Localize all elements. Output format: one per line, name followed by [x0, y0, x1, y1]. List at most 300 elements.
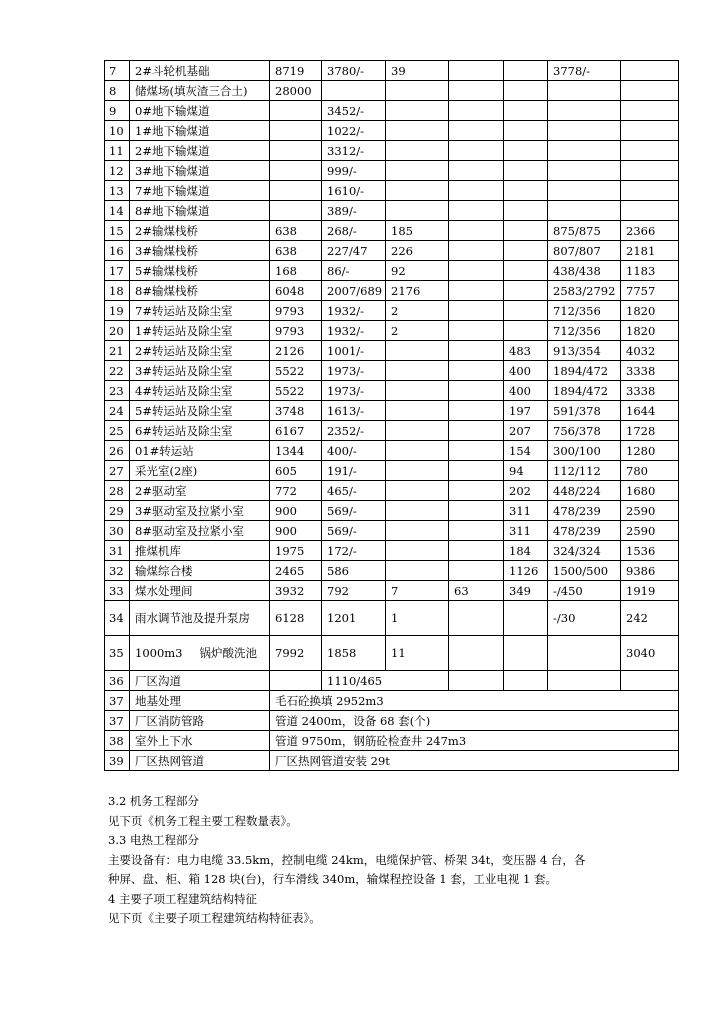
row-number: 7 — [105, 61, 130, 81]
table-row — [105, 461, 679, 481]
row-cell-c9: 1680 — [621, 481, 679, 501]
row-cell-c8: 438/438 — [548, 261, 621, 281]
row-cell-c9 — [621, 671, 679, 691]
row-cell-c7: 1126 — [504, 561, 548, 581]
row-cell-c6 — [449, 61, 504, 81]
row-cell-c8: 112/112 — [548, 461, 621, 481]
row-item-name: 煤水处理间 — [130, 581, 270, 601]
row-cell-c6 — [449, 241, 504, 261]
row-cell-c9: 1644 — [621, 401, 679, 421]
row-cell-c3: 3932 — [270, 581, 322, 601]
row-cell-c8 — [548, 201, 621, 221]
row-item-name: 采光室(2座) — [130, 461, 270, 481]
row-cell-c7 — [504, 181, 548, 201]
row-cell-c6 — [449, 141, 504, 161]
row-cell-c8 — [548, 636, 621, 671]
row-cell-c7: 184 — [504, 541, 548, 561]
table-row — [105, 671, 679, 691]
table-row — [105, 691, 679, 711]
row-cell-c9: 3338 — [621, 361, 679, 381]
row-cell-c8: 1894/472 — [548, 381, 621, 401]
row-cell-c6 — [449, 81, 504, 101]
row-number: 24 — [105, 401, 130, 421]
row-number: 20 — [105, 321, 130, 341]
table-row — [105, 581, 679, 601]
row-item-name: 地基处理 — [130, 691, 270, 711]
table-row — [105, 421, 679, 441]
row-cell-c6 — [449, 441, 504, 461]
row-cell-c7: 311 — [504, 521, 548, 541]
table-row — [105, 361, 679, 381]
table-row — [105, 181, 679, 201]
row-cell-c6 — [449, 201, 504, 221]
row-number: 9 — [105, 101, 130, 121]
row-cell-c4: 1973/- — [322, 361, 386, 381]
row-number: 19 — [105, 301, 130, 321]
row-cell-c8 — [548, 121, 621, 141]
row-cell-c6 — [449, 421, 504, 441]
row-cell-c8: 478/239 — [548, 501, 621, 521]
row-item-name: 6#转运站及除尘室 — [130, 421, 270, 441]
row-cell-c7 — [504, 671, 548, 691]
row-cell-c4: 2007/689 — [322, 281, 386, 301]
row-cell-c6: 63 — [449, 581, 504, 601]
row-number: 37 — [105, 691, 130, 711]
row-cell-c8: 913/354 — [548, 341, 621, 361]
row-number: 26 — [105, 441, 130, 461]
section-text-3-2: 见下页《机务工程主要工程数量表》。 — [108, 813, 298, 828]
table-row — [105, 601, 679, 636]
row-cell-c6 — [449, 501, 504, 521]
row-item-name: 雨水调节池及提升泵房 — [130, 601, 270, 636]
row-number: 29 — [105, 501, 130, 521]
row-item-name: 01#转运站 — [130, 441, 270, 461]
row-item-name: 1#地下输煤道 — [130, 121, 270, 141]
table-row — [105, 731, 679, 751]
row-cell-c5 — [386, 461, 449, 481]
row-item-name: 厂区热网管道 — [130, 751, 270, 771]
row-item-name: 8#驱动室及拉紧小室 — [130, 521, 270, 541]
row-cell-c4: 1201 — [322, 601, 386, 636]
row-cell-c3: 9793 — [270, 301, 322, 321]
row-cell-c4: 792 — [322, 581, 386, 601]
row-cell-c9: 9386 — [621, 561, 679, 581]
table-row — [105, 401, 679, 421]
section-heading-3-2: 3.2 机务工程部分 — [108, 794, 199, 808]
row-number: 17 — [105, 261, 130, 281]
row-cell-c7 — [504, 121, 548, 141]
row-number: 39 — [105, 751, 130, 771]
table-row — [105, 441, 679, 461]
row-cell-c8: 2583/2792 — [548, 281, 621, 301]
row-cell-c7: 483 — [504, 341, 548, 361]
row-cell-c4: 2352/- — [322, 421, 386, 441]
row-number: 32 — [105, 561, 130, 581]
row-cell-c3: 1975 — [270, 541, 322, 561]
row-cell-c5 — [386, 341, 449, 361]
row-cell-c3 — [270, 101, 322, 121]
row-item-name: 2#地下输煤道 — [130, 141, 270, 161]
row-cell-c5: 2 — [386, 321, 449, 341]
row-item-name: 2#转运站及除尘室 — [130, 341, 270, 361]
row-number: 37 — [105, 711, 130, 731]
row-cell-c8 — [548, 181, 621, 201]
table-row — [105, 81, 679, 101]
row-cell-c4: 389/- — [322, 201, 386, 221]
row-cell-c6 — [449, 541, 504, 561]
row-cell-c3 — [270, 181, 322, 201]
row-number: 28 — [105, 481, 130, 501]
row-cell-c9: 2366 — [621, 221, 679, 241]
row-cell-c9: 4032 — [621, 341, 679, 361]
row-cell-c4: 227/47 — [322, 241, 386, 261]
row-cell-c8 — [548, 81, 621, 101]
row-cell-c8: 1894/472 — [548, 361, 621, 381]
row-item-name: 3#输煤栈桥 — [130, 241, 270, 261]
row-cell-c3 — [270, 671, 322, 691]
row-item-name: 0#地下输煤道 — [130, 101, 270, 121]
row-cell-c4: 465/- — [322, 481, 386, 501]
row-number: 27 — [105, 461, 130, 481]
row-cell-c5 — [386, 501, 449, 521]
row-item-name-tail: 锅炉酸洗池 — [199, 646, 257, 660]
row-item-name: 7#转运站及除尘室 — [130, 301, 270, 321]
row-cell-c5 — [386, 441, 449, 461]
row-cell-c7 — [504, 81, 548, 101]
row-cell-c3: 5522 — [270, 381, 322, 401]
row-cell-c4: 400/- — [322, 441, 386, 461]
row-cell-c7: 202 — [504, 481, 548, 501]
row-cell-c5: 2176 — [386, 281, 449, 301]
table-row — [105, 636, 679, 671]
row-cell-c3: 638 — [270, 221, 322, 241]
row-cell-c5 — [386, 81, 449, 101]
table-row — [105, 261, 679, 281]
row-cell-c6 — [449, 261, 504, 281]
row-cell-c7: 197 — [504, 401, 548, 421]
section-text-3-3-line2: 种屏、盘、柜、箱 128 块(台)，行车滑线 340m，输煤程控设备 1 套，工业电视 1 套。 — [108, 872, 557, 886]
row-number: 33 — [105, 581, 130, 601]
row-number: 31 — [105, 541, 130, 561]
row-number: 38 — [105, 731, 130, 751]
row-item-name — [130, 636, 270, 671]
row-cell-c3: 3748 — [270, 401, 322, 421]
row-cell-c8: -/450 — [548, 581, 621, 601]
table-row — [105, 751, 679, 771]
row-cell-c5 — [386, 361, 449, 381]
row-cell-c6 — [449, 461, 504, 481]
row-cell-c8: 3778/- — [548, 61, 621, 81]
row-number: 18 — [105, 281, 130, 301]
row-cell-c9 — [621, 121, 679, 141]
row-cell-c9: 1728 — [621, 421, 679, 441]
row-cell-c6 — [449, 301, 504, 321]
table-row — [105, 321, 679, 341]
row-cell-c6 — [449, 381, 504, 401]
row-item-name: 8#地下输煤道 — [130, 201, 270, 221]
row-cell-c9: 2590 — [621, 521, 679, 541]
body-text — [108, 792, 618, 929]
section-text-3-3-line1: 主要设备有：电力电缆 33.5km，控制电缆 24km，电缆保护管、桥架 34t，变压器 4 台，各 — [108, 852, 586, 867]
row-number: 13 — [105, 181, 130, 201]
row-cell-c9: 2590 — [621, 501, 679, 521]
row-cell-c5: 11 — [386, 636, 449, 671]
table-row — [105, 341, 679, 361]
row-item-name: 3#驱动室及拉紧小室 — [130, 501, 270, 521]
row-cell-c9: 242 — [621, 601, 679, 636]
row-cell-c6 — [449, 341, 504, 361]
row-cell-c8: 324/324 — [548, 541, 621, 561]
row-cell-c4: 268/- — [322, 221, 386, 241]
row-cell-c6 — [449, 601, 504, 636]
row-item-name: 2#输煤栈桥 — [130, 221, 270, 241]
row-cell-c6 — [449, 181, 504, 201]
row-number: 25 — [105, 421, 130, 441]
row-cell-c5 — [386, 181, 449, 201]
row-cell-c5: 92 — [386, 261, 449, 281]
row-number: 30 — [105, 521, 130, 541]
row-cell-c6 — [449, 636, 504, 671]
row-cell-c9 — [621, 81, 679, 101]
row-cell-c3: 900 — [270, 521, 322, 541]
row-cell-c3: 168 — [270, 261, 322, 281]
table-body — [105, 61, 679, 771]
row-item-name: 2#驱动室 — [130, 481, 270, 501]
row-cell-c4: 191/- — [322, 461, 386, 481]
row-cell-c7 — [504, 61, 548, 81]
row-cell-c5: 185 — [386, 221, 449, 241]
row-item-name-lead: 1000m3 — [135, 646, 183, 660]
table-row — [105, 61, 679, 81]
row-cell-c8: 875/875 — [548, 221, 621, 241]
table-row — [105, 711, 679, 731]
row-item-name: 5#输煤栈桥 — [130, 261, 270, 281]
row-cell-c3: 6128 — [270, 601, 322, 636]
row-cell-c9: 2181 — [621, 241, 679, 261]
row-cell-c9: 3040 — [621, 636, 679, 671]
row-cell-c5 — [386, 141, 449, 161]
row-cell-c9: 1536 — [621, 541, 679, 561]
row-cell-c3 — [270, 121, 322, 141]
table-row — [105, 121, 679, 141]
row-cell-c4: 1613/- — [322, 401, 386, 421]
row-cell-c3 — [270, 201, 322, 221]
row-cell-c7 — [504, 261, 548, 281]
table-row — [105, 481, 679, 501]
row-description: 毛石砼换填 2952m3 — [270, 691, 679, 711]
row-cell-c3: 2126 — [270, 341, 322, 361]
row-cell-c6 — [449, 221, 504, 241]
row-cell-c7 — [504, 281, 548, 301]
table-row — [105, 541, 679, 561]
row-cell-c3: 7992 — [270, 636, 322, 671]
row-item-name: 厂区消防管路 — [130, 711, 270, 731]
row-cell-c6 — [449, 281, 504, 301]
row-cell-c3: 2465 — [270, 561, 322, 581]
row-cell-c8: 756/378 — [548, 421, 621, 441]
row-cell-c9: 3338 — [621, 381, 679, 401]
row-cell-c6 — [449, 161, 504, 181]
row-cell-c4 — [322, 81, 386, 101]
table-row — [105, 301, 679, 321]
row-cell-c3: 1344 — [270, 441, 322, 461]
row-cell-c9 — [621, 101, 679, 121]
row-item-name: 1#转运站及除尘室 — [130, 321, 270, 341]
row-cell-c9 — [621, 181, 679, 201]
row-cell-c6 — [449, 401, 504, 421]
row-number: 10 — [105, 121, 130, 141]
row-cell-c8: 807/807 — [548, 241, 621, 261]
table-row — [105, 561, 679, 581]
row-number: 12 — [105, 161, 130, 181]
row-cell-c4: 1932/- — [322, 321, 386, 341]
row-number: 11 — [105, 141, 130, 161]
row-cell-c7 — [504, 141, 548, 161]
row-cell-c3 — [270, 141, 322, 161]
row-cell-c3: 28000 — [270, 81, 322, 101]
row-number: 36 — [105, 671, 130, 691]
row-number: 21 — [105, 341, 130, 361]
row-cell-c7 — [504, 321, 548, 341]
row-cell-c8: 300/100 — [548, 441, 621, 461]
row-cell-c8 — [548, 101, 621, 121]
row-number: 34 — [105, 601, 130, 636]
table-row — [105, 381, 679, 401]
row-cell-c9: 1820 — [621, 321, 679, 341]
row-cell-c9 — [621, 161, 679, 181]
row-cell-c7: 400 — [504, 381, 548, 401]
row-number: 35 — [105, 636, 130, 671]
row-cell-c3: 8719 — [270, 61, 322, 81]
row-cell-c5 — [386, 421, 449, 441]
row-item-name: 3#转运站及除尘室 — [130, 361, 270, 381]
row-cell-c7 — [504, 601, 548, 636]
row-cell-c4: 3312/- — [322, 141, 386, 161]
row-cell-c7: 400 — [504, 361, 548, 381]
row-cell-c8 — [548, 671, 621, 691]
table-row — [105, 281, 679, 301]
row-cell-c5 — [386, 101, 449, 121]
row-cell-c5 — [386, 201, 449, 221]
section-text-4: 见下页《主要子项工程建筑结构特征表》。 — [108, 911, 321, 925]
table-row — [105, 521, 679, 541]
row-number: 8 — [105, 81, 130, 101]
row-cell-c7 — [504, 161, 548, 181]
table-row — [105, 161, 679, 181]
row-item-name: 2#斗轮机基础 — [130, 61, 270, 81]
row-cell-c3: 9793 — [270, 321, 322, 341]
row-cell-c9 — [621, 141, 679, 161]
row-cell-c6 — [449, 361, 504, 381]
row-item-name: 室外上下水 — [130, 731, 270, 751]
row-cell-c5: 39 — [386, 61, 449, 81]
table-row — [105, 201, 679, 221]
row-cell-c3: 772 — [270, 481, 322, 501]
row-cell-c5 — [386, 161, 449, 181]
row-cell-c7 — [504, 636, 548, 671]
row-item-name: 8#输煤栈桥 — [130, 281, 270, 301]
row-cell-c6 — [449, 561, 504, 581]
row-cell-c4: 1110/465 — [322, 671, 449, 691]
row-cell-c8: 1500/500 — [548, 561, 621, 581]
table-row — [105, 501, 679, 521]
row-cell-c6 — [449, 121, 504, 141]
row-item-name: 3#地下输煤道 — [130, 161, 270, 181]
row-cell-c5 — [386, 121, 449, 141]
row-item-name: 推煤机库 — [130, 541, 270, 561]
row-description: 厂区热网管道安装 29t — [270, 751, 679, 771]
row-cell-c8: 478/239 — [548, 521, 621, 541]
row-item-name: 储煤场(填灰渣三合土) — [130, 81, 270, 101]
row-cell-c9: 1820 — [621, 301, 679, 321]
row-number: 23 — [105, 381, 130, 401]
row-cell-c4: 3780/- — [322, 61, 386, 81]
row-cell-c8: 712/356 — [548, 321, 621, 341]
row-cell-c7: 349 — [504, 581, 548, 601]
row-cell-c9 — [621, 61, 679, 81]
row-cell-c5 — [386, 481, 449, 501]
row-cell-c4: 172/- — [322, 541, 386, 561]
row-cell-c3: 605 — [270, 461, 322, 481]
table-row — [105, 221, 679, 241]
row-cell-c6 — [449, 321, 504, 341]
row-cell-c3: 900 — [270, 501, 322, 521]
row-cell-c4: 1973/- — [322, 381, 386, 401]
row-cell-c4: 1001/- — [322, 341, 386, 361]
row-cell-c7: 311 — [504, 501, 548, 521]
row-cell-c5 — [386, 381, 449, 401]
row-cell-c8: 448/224 — [548, 481, 621, 501]
row-cell-c9: 1183 — [621, 261, 679, 281]
row-cell-c3 — [270, 161, 322, 181]
row-cell-c8: 712/356 — [548, 301, 621, 321]
row-cell-c6 — [449, 671, 504, 691]
row-cell-c4: 1858 — [322, 636, 386, 671]
row-cell-c7 — [504, 101, 548, 121]
row-cell-c8: 591/378 — [548, 401, 621, 421]
row-item-name: 输煤综合楼 — [130, 561, 270, 581]
row-description: 管道 9750m，钢筋砼检查井 247m3 — [270, 731, 679, 751]
row-cell-c8: -/30 — [548, 601, 621, 636]
row-cell-c5: 7 — [386, 581, 449, 601]
row-number: 15 — [105, 221, 130, 241]
row-cell-c5 — [386, 521, 449, 541]
row-cell-c4: 999/- — [322, 161, 386, 181]
table-row — [105, 141, 679, 161]
row-item-name: 7#地下输煤道 — [130, 181, 270, 201]
row-cell-c4: 1022/- — [322, 121, 386, 141]
table-row — [105, 101, 679, 121]
row-cell-c8 — [548, 161, 621, 181]
row-cell-c6 — [449, 101, 504, 121]
row-cell-c9: 1919 — [621, 581, 679, 601]
row-cell-c3: 6167 — [270, 421, 322, 441]
row-cell-c7 — [504, 241, 548, 261]
quantity-table — [104, 60, 679, 771]
row-cell-c5: 1 — [386, 601, 449, 636]
row-cell-c7 — [504, 301, 548, 321]
row-cell-c7: 94 — [504, 461, 548, 481]
section-heading-4: 4 主要子项工程建筑结构特征 — [108, 891, 257, 906]
row-cell-c3: 6048 — [270, 281, 322, 301]
row-cell-c4: 569/- — [322, 521, 386, 541]
row-cell-c9: 1280 — [621, 441, 679, 461]
section-heading-3-3: 3.3 电热工程部分 — [108, 833, 199, 847]
row-cell-c7: 154 — [504, 441, 548, 461]
row-item-name: 4#转运站及除尘室 — [130, 381, 270, 401]
row-cell-c9 — [621, 201, 679, 221]
row-cell-c4: 1610/- — [322, 181, 386, 201]
